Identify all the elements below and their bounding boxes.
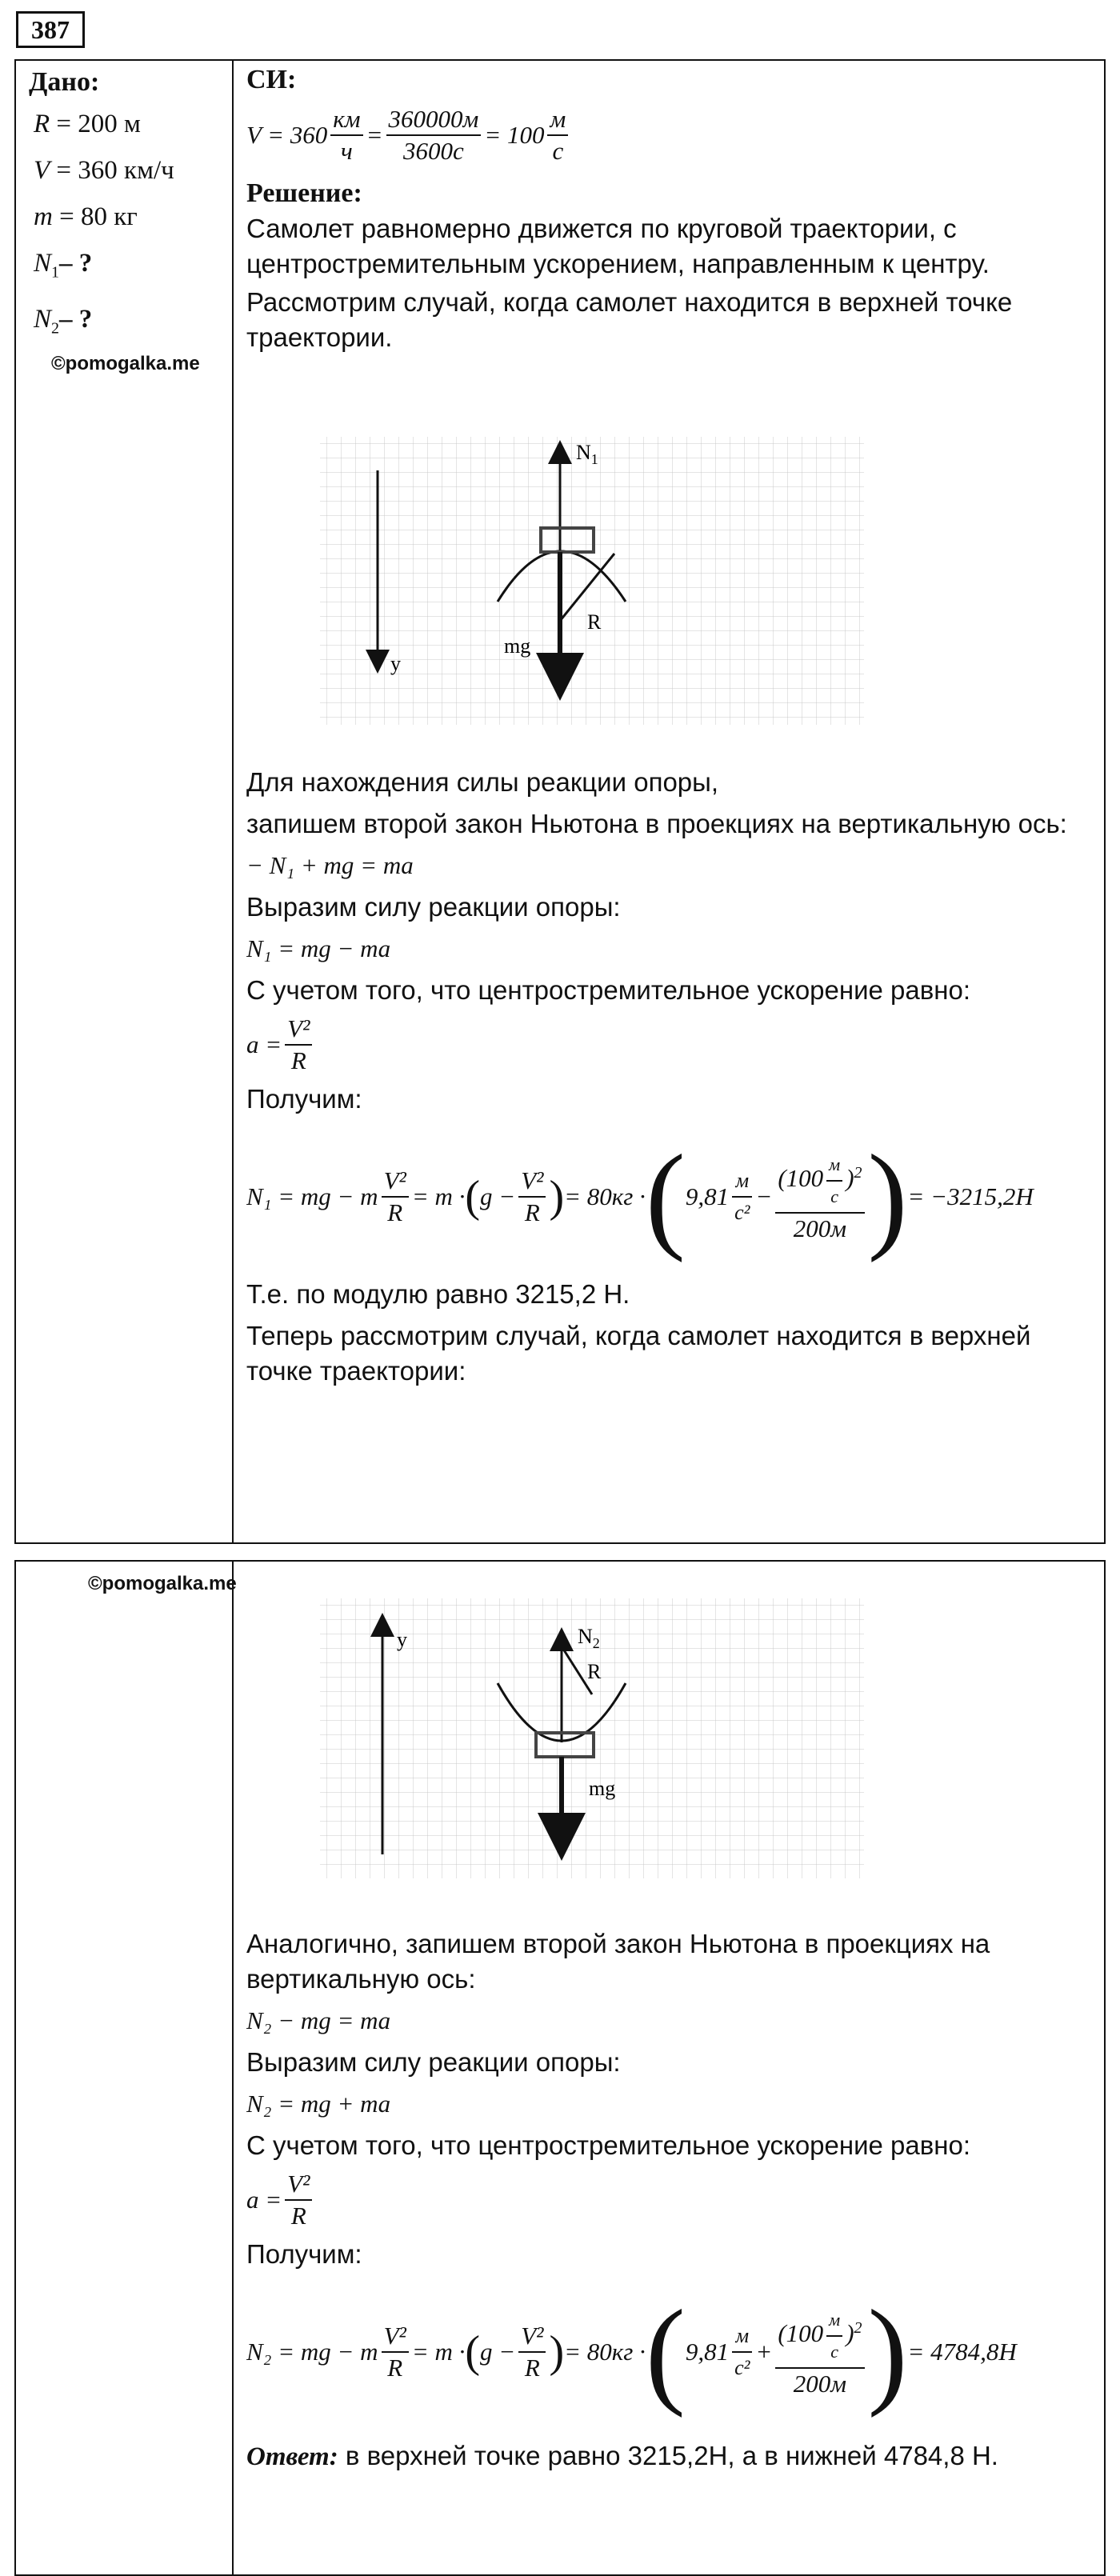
n2-label: $N_2$ — [578, 1625, 600, 1651]
given-item-r: R = 200 м — [34, 110, 141, 138]
force-diagram-upper-point — [312, 429, 872, 733]
solution-table-page-1 — [14, 59, 1106, 1544]
text-obtain-1: Получим: — [246, 1084, 362, 1114]
equation-4: N₂ = mg + ma — [246, 2090, 391, 2118]
column-divider — [232, 61, 234, 1542]
text-upper-point: Рассмотрим случай, когда самолет находится в верхней точке траектории. — [246, 287, 1013, 352]
mg-label-2: mg — [589, 1777, 616, 1800]
answer — [246, 2438, 1094, 2474]
watermark: ©pomogalka.me — [51, 353, 200, 375]
text-modulus: Т.е. по модулю равно 3215,2 Н. — [246, 1279, 630, 1309]
solution-table-page-2 — [14, 1560, 1106, 2576]
si-conversion: V = 360 $\frac{км}{ч}$ = $\frac{360000м}{3600с}$ = 100 $\frac{м}{с}$ — [246, 98, 1094, 173]
text-centripetal-1: С учетом того, что центростремительное ускорение равно: — [246, 975, 971, 1005]
watermark-2: ©pomogalka.me — [88, 1573, 237, 1594]
equation-3: N₂ − mg = ma — [246, 2006, 391, 2034]
n1-label: $N_1$ — [576, 441, 598, 467]
solution-title: Решение: — [246, 178, 362, 208]
radius-label: R — [587, 610, 602, 634]
equation-n2-full: N₂ = mg − m $\frac{\text{V²}}{R}$ = m · ( g − $\frac{\text{V²}}{R}$ ) = 80кг · ( 9,81 $\frac{м}{\text{с²}}$ + (100 $\frac{м}{с}$ )$^2$ 200м ) = 4784,8Н — [246, 2286, 1017, 2418]
text-express-reaction-2: Выразим силу реакции опоры: — [246, 2047, 621, 2077]
text-uniform-motion: Самолет равномерно движется по круговой траектории, с центростремительным ускорением, направленным к центру. — [246, 214, 990, 278]
answer-text: в верхней точке равно 3215,2Н, а в нижней 4784,8 Н. — [338, 2441, 998, 2470]
si-title: СИ: — [246, 65, 297, 94]
text-centripetal-2: С учетом того, что центростремительное ускорение равно: — [246, 2130, 971, 2160]
solution-column — [246, 62, 1094, 355]
mg-label: mg — [504, 634, 531, 658]
equation-1: − N₁ + mg = ma — [246, 851, 414, 879]
given-column — [29, 64, 229, 375]
text-now-consider: Теперь рассмотрим случай, когда самолет находится в верхней точке траектории: — [246, 1321, 1031, 1386]
given-title: Дано: — [29, 67, 100, 97]
equation-n1-full: N₁ = mg − m $\frac{\text{V²}}{R}$ = m · ( g − $\frac{\text{V²}}{R}$ ) = 80кг · ( 9,81 $\frac{м}{\text{с²}}$ − (100 $\frac{м}{с}$ )$^2$ 200м ) = −3215,2Н — [246, 1130, 1034, 1263]
equation-2: N₁ = mg − ma — [246, 934, 391, 962]
given-item-m: m = 80 кг — [34, 202, 138, 231]
solution-column-2 — [246, 1926, 1094, 2474]
answer-label: Ответ: — [246, 2442, 338, 2471]
force-diagram-lower-point — [312, 1590, 872, 1886]
text-obtain-2: Получим: — [246, 2239, 362, 2269]
text-express-reaction-1: Выразим силу реакции опоры: — [246, 892, 621, 922]
given-item-n2: $N_2-$ ? — [34, 304, 93, 338]
given-item-n1: $N_1-$ ? — [34, 249, 93, 282]
text-similarly: Аналогично, запишем второй закон Ньютона в проекциях на вертикальную ось: — [246, 1929, 990, 1994]
text-find-reaction: Для нахождения силы реакции опоры, — [246, 767, 719, 797]
equation-a-1: a = $\frac{\text{V²}}{R}$ — [246, 1008, 1094, 1082]
problem-number: 387 — [16, 11, 85, 48]
solution-column-lower — [246, 765, 1094, 1389]
y-axis-label: y — [390, 652, 401, 675]
equation-a-2: a = $\frac{\text{V²}}{R}$ — [246, 2163, 1094, 2237]
given-item-v: V = 360 км/ч — [34, 156, 174, 185]
text-newton-law: запишем второй закон Ньютона в проекциях на вертикальную ось: — [246, 809, 1067, 838]
y-axis-label-2: y — [397, 1628, 407, 1651]
column-divider-2 — [232, 1562, 234, 2574]
radius-label-2: R — [587, 1660, 602, 1683]
